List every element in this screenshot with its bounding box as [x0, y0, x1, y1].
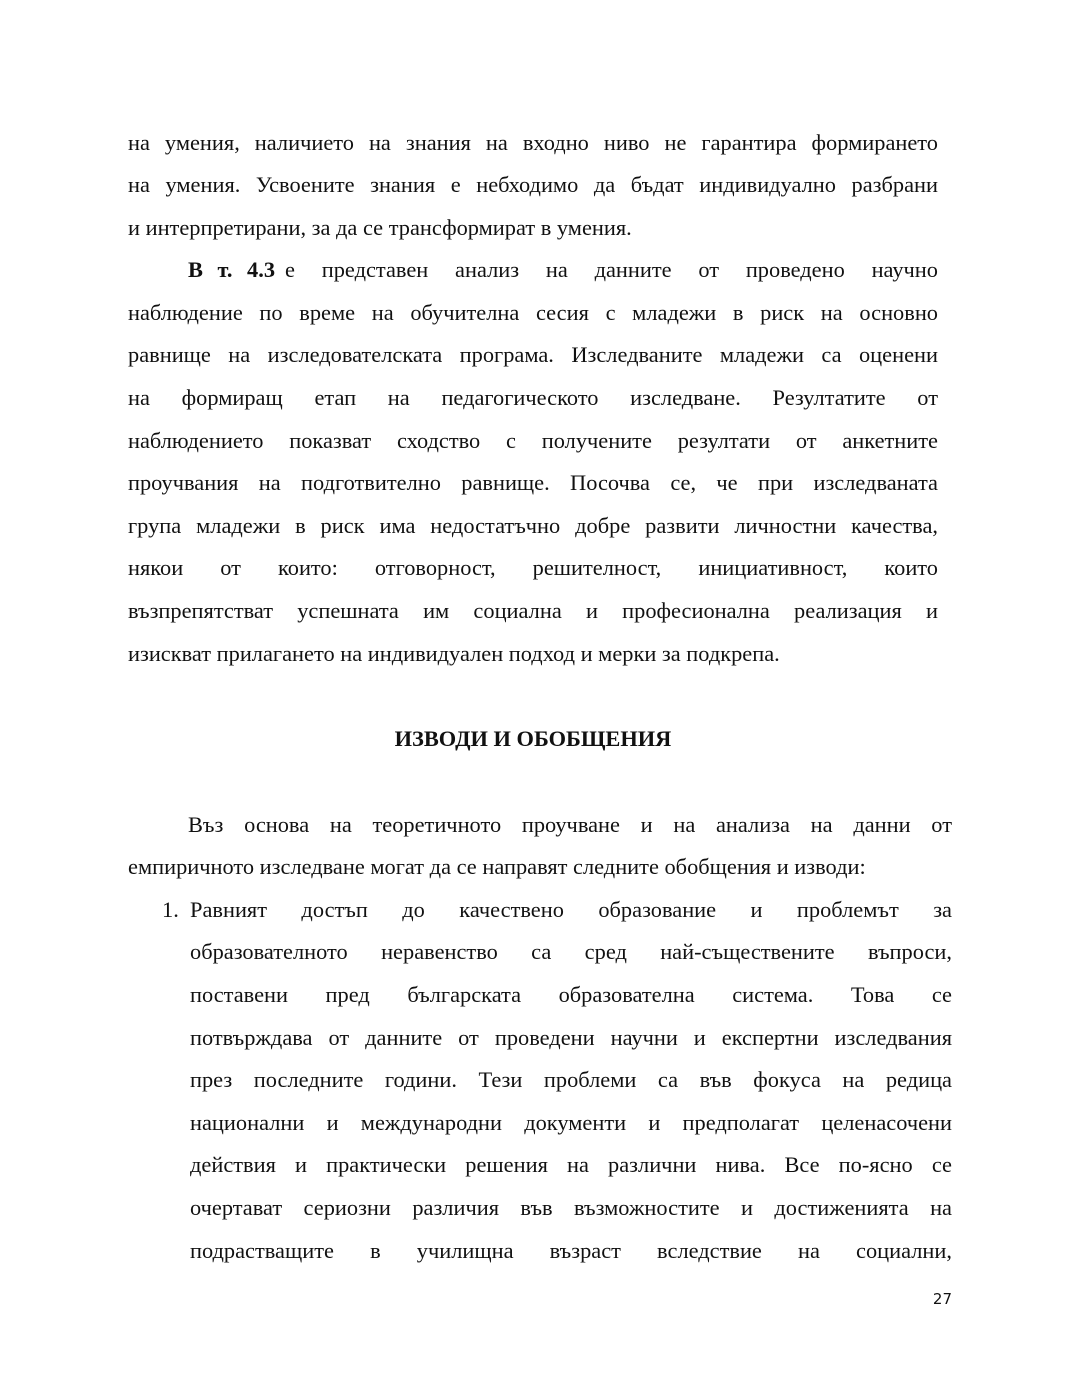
paragraph-line: наблюдението показват сходство с получените резултати от анкетните: [128, 428, 938, 453]
list-item-line: подрастващите в училищна възраст вследствие на социални,: [190, 1238, 952, 1263]
list-item-line: национални и международни документи и предполагат целенасочени: [190, 1110, 952, 1135]
list-item-line: поставени пред българската образователна система. Това се: [190, 982, 952, 1007]
list-item-line: очертават сериозни различия във възможностите и достиженията на: [190, 1195, 952, 1220]
paragraph-first-line: [188, 257, 938, 283]
paragraph-line: на формиращ етап на педагогическото изследване. Резултатите от: [128, 385, 938, 410]
paragraph-line: на умения. Усвоените знания е небходимо да бъдат индивидуално разбрани: [128, 172, 938, 197]
paragraph-line: на умения, наличието на знания на входно ниво не гарантира формирането: [128, 130, 938, 155]
paragraph-line: възпрепятстват успешната им социална и професионална реализация и: [128, 598, 938, 623]
paragraph-line: наблюдение по време на обучителна сесия с младежи в риск на основно: [128, 300, 938, 325]
paragraph-line-rest: е представен анализ на данните от проведено научно: [285, 257, 938, 282]
paragraph-line: и интерпретирани, за да се трансформират в умения.: [128, 215, 632, 240]
section-heading: ИЗВОДИ И ОБОБЩЕНИЯ: [394, 726, 672, 751]
paragraph-line: емпиричното изследване могат да се направят следните обобщения и изводи:: [128, 854, 866, 879]
list-item-number: 1.: [162, 897, 179, 922]
list-item-line: Равният достъп до качествено образование и проблемът за: [190, 897, 952, 922]
bold-section-ref: В т. 4.3: [188, 257, 276, 282]
paragraph-line: изискват прилагането на индивидуален подход и мерки за подкрепа.: [128, 641, 780, 666]
list-item-line: действия и практически решения на различни нива. Все по-ясно се: [190, 1152, 952, 1177]
paragraph-line: група младежи в риск има недостатъчно добре развити личностни качества,: [128, 513, 938, 538]
list-item-line: през последните години. Тези проблеми са във фокуса на редица: [190, 1067, 952, 1092]
paragraph-line: някои от които: отговорност, решителност, инициативност, които: [128, 555, 938, 580]
page-number: 27: [932, 1290, 952, 1308]
paragraph-line: равнище на изследователската програма. Изследваните младежи са оценени: [128, 342, 938, 367]
paragraph-line: Въз основа на теоретичното проучване и на анализа на данни от: [188, 812, 952, 837]
paragraph-line: проучвания на подготвително равнище. Посочва се, че при изследваната: [128, 470, 938, 495]
list-item-line: потвърждава от данните от проведени научни и експертни изследвания: [190, 1025, 952, 1050]
list-item-line: образователното неравенство са сред най-съществените въпроси,: [190, 939, 952, 964]
